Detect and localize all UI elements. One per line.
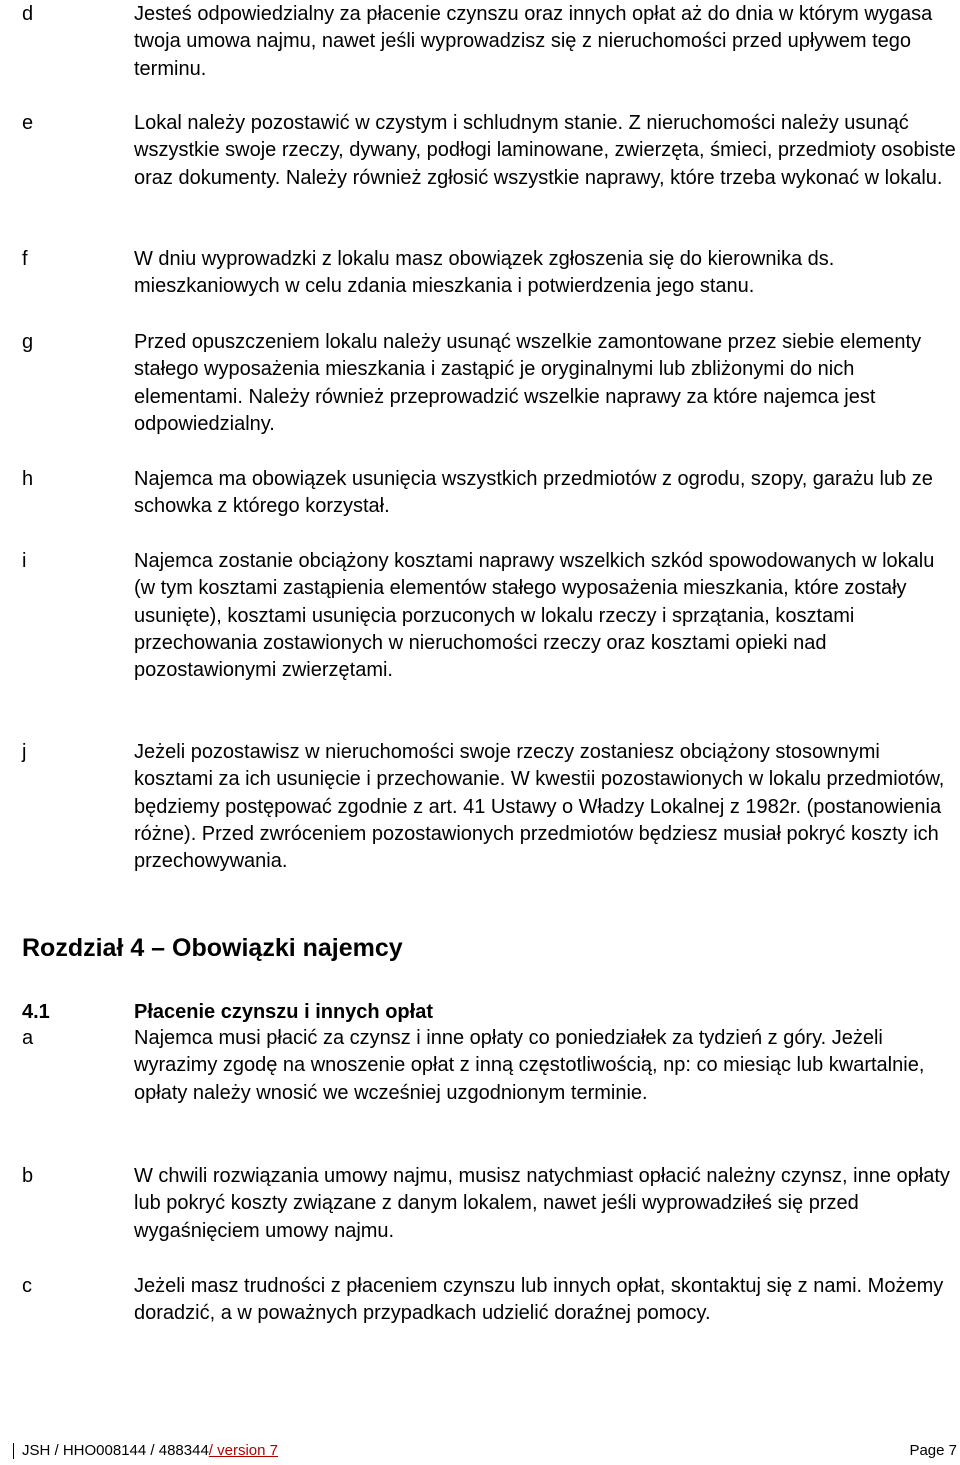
section-heading	[0, 1000, 960, 1024]
revision-bar	[13, 1443, 14, 1459]
item-text: W chwili rozwiązania umowy najmu, musisz natychmiast opłacić należny czynsz, inne opłaty lub pokryć koszty związane z danym lokalem, nawet jeśli wyprowadziłeś się przed wygaśnięciem umowy najmu.	[134, 1165, 950, 1242]
item-text: Przed opuszczeniem lokalu należy usunąć wszelkie zamontowane przez siebie elementy stałego wyposażenia mieszkania i zastąpić je oryginalnymi lub zbliżonymi do nich elementami. Należy również przeprowadzić wszelkie naprawy za które najemca jest odpowiedzialny.	[134, 331, 922, 435]
item-text: W dniu wyprowadzki z lokalu masz obowiązek zgłoszenia się do kierownika ds. mieszkaniowych w celu zdania mieszkania i potwierdzenia jego stanu.	[134, 248, 835, 298]
page-footer	[0, 1438, 960, 1462]
item-label: j	[22, 741, 27, 763]
item-label: h	[22, 468, 34, 490]
item-label: g	[22, 331, 34, 353]
item-text: Jesteś odpowiedzialny za płacenie czynszu oraz innych opłat aż do dnia w którym wygasa twoja umowa najmu, nawet jeśli wyprowadzisz się z nieruchomości przed upływem tego terminu.	[134, 3, 933, 80]
page-number: Page 7	[909, 1442, 957, 1459]
item-text: Najemca zostanie obciążony kosztami naprawy wszelkich szkód spowodowanych w lokalu (w tym kosztami zastąpienia elementów stałego wyposażenia mieszkania, które zostały usunięte), kosztami usunięcia porzuconych w lokalu rzeczy i sprzątania, kosztami przechowania zostawionych w nieruchomości rzeczy oraz kosztami opieki nad pozostawionymi zwierzętami.	[134, 550, 935, 682]
item-label: c	[22, 1275, 32, 1297]
item-label: i	[22, 550, 27, 572]
document-reference	[22, 1441, 278, 1461]
item-label: b	[22, 1165, 34, 1187]
item-text: Jeżeli pozostawisz w nieruchomości swoje rzeczy zostaniesz obciążony stosownymi kosztami za ich usunięcie i przechowanie. W kwestii pozostawionych w lokalu przedmiotów, będziemy postępować zgodnie z art. 41 Ustawy o Władzy Lokalnej z 1982r. (postanowienia różne). Przed zwróceniem pozostawionych przedmiotów będziesz musiał pokryć koszty ich przechowywania.	[134, 741, 945, 873]
item-label: e	[22, 112, 34, 134]
section-title: Płacenie czynszu i innych opłat	[134, 1001, 433, 1023]
item-label: f	[22, 248, 28, 270]
item-text: Jeżeli masz trudności z płaceniem czynszu lub innych opłat, skontaktuj się z nami. Możemy doradzić, a w poważnych przypadkach udzielić doraźnej pomocy.	[134, 1275, 944, 1325]
chapter-heading: Rozdział 4 – Obowiązki najemcy	[22, 934, 403, 962]
item-text: Najemca ma obowiązek usunięcia wszystkich przedmiotów z ogrodu, szopy, garażu lub ze schowka z którego korzystał.	[134, 468, 933, 518]
version-link[interactable]: / version 7	[208, 1442, 278, 1459]
item-text: Najemca musi płacić za czynsz i inne opłaty co poniedziałek za tydzień z góry. Jeżeli wyrazimy zgodę na wnoszenie opłat z inną częstotliwością, np: co miesiąc lub kwartalnie, opłaty należy wnosić we wcześniej uzgodnionym terminie.	[134, 1027, 925, 1104]
section-number: 4.1	[22, 1001, 50, 1023]
item-label: a	[22, 1027, 34, 1049]
doc-ref: JSH / HHO008144 / 488344	[22, 1442, 209, 1459]
item-label: d	[22, 3, 34, 25]
item-text: Lokal należy pozostawić w czystym i schludnym stanie. Z nieruchomości należy usunąć wszystkie swoje rzeczy, dywany, podłogi laminowane, zwierzęta, śmieci, przedmioty osobiste oraz dokumenty. Należy również zgłosić wszystkie naprawy, które trzeba wykonać w lokalu.	[134, 112, 956, 189]
